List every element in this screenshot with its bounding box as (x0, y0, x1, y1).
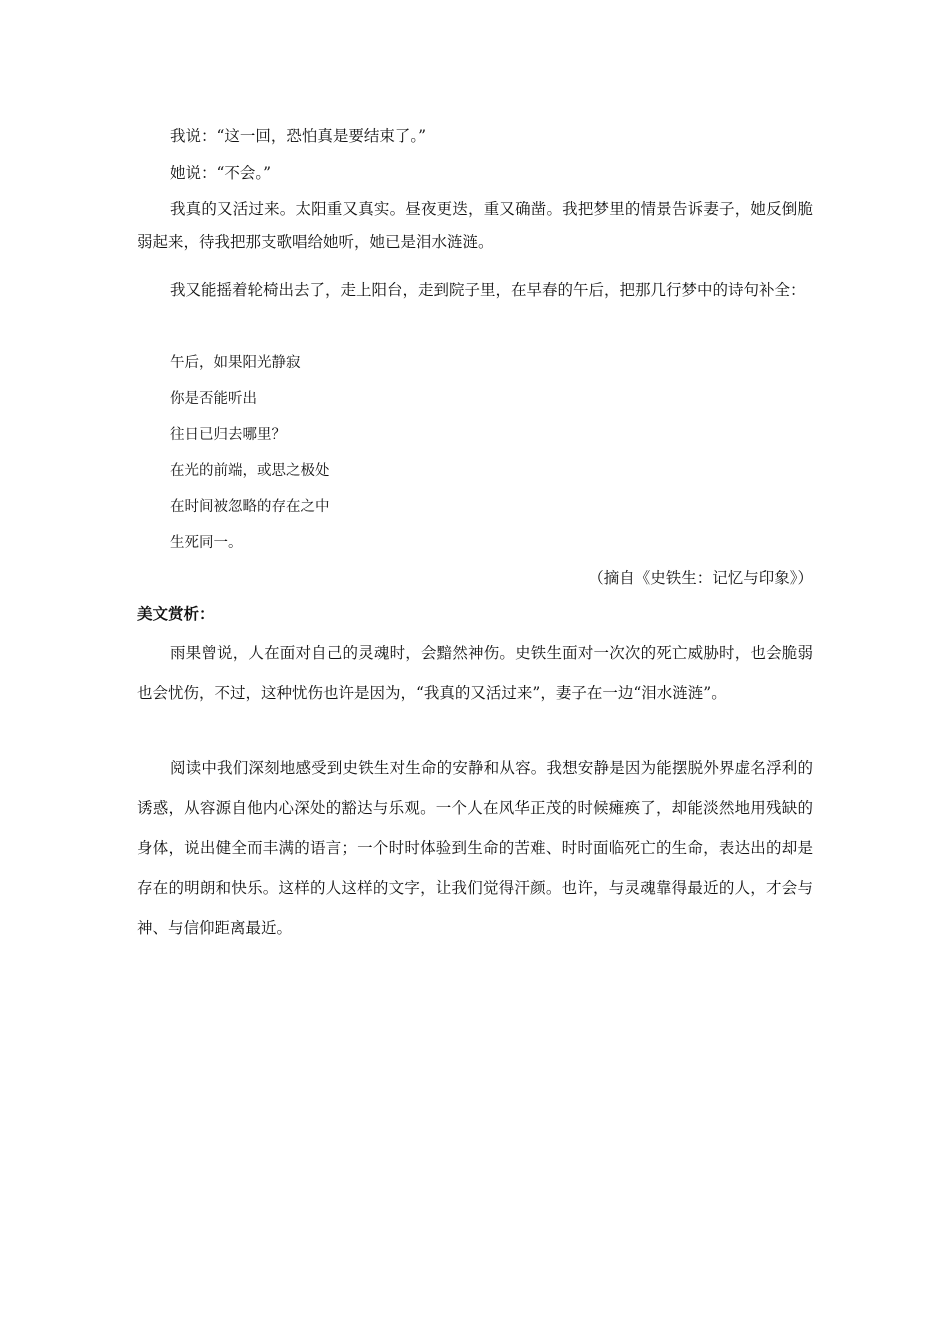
story-paragraph: 我真的又活过来。太阳重又真实。昼夜更迭，重又确凿。我把梦里的情景告诉妻子，她反倒脆弱起来，待我把那支歌唱给她听，她已是泪水涟涟。 (137, 200, 813, 251)
poem-line: 在光的前端，或思之极处 (170, 463, 330, 479)
section-heading: 美文赏析： (137, 605, 215, 623)
poem-line: 往日已归去哪里？ (170, 427, 286, 443)
dialogue-line: 她说：“不会。” (170, 164, 272, 182)
poem-line: 你是否能听出 (170, 391, 257, 407)
poem-line: 生死同一。 (170, 535, 243, 551)
appreciation-paragraph: 阅读中我们深刻地感受到史铁生对生命的安静和从容。我想安静是因为能摆脱外界虚名浮利的诱惑，从容源自他内心深处的豁达与乐观。一个人在风华正茂的时候瘫痪了，却能淡然地用残缺的身体，说出健全而丰满的语言；一个时时体验到生命的苦难、时时面临死亡的生命，表达出的却是存在的明朗和快乐。这样的人这样的文字，让我们觉得汗颜。也许，与灵魂靠得最近的人，才会与神、与信仰距离最近。 (137, 759, 813, 937)
source-attribution: （摘自《史铁生：记忆与印象》） (588, 569, 813, 587)
poem-line: 在时间被忽略的存在之中 (170, 499, 330, 515)
poem-line: 午后，如果阳光静寂 (170, 355, 301, 371)
dialogue-line: 我说：“这一回，恐怕真是要结束了。” (170, 127, 427, 145)
story-paragraph: 我又能摇着轮椅出去了，走上阳台，走到院子里，在早春的午后，把那几行梦中的诗句补全： (170, 281, 806, 299)
appreciation-paragraph: 雨果曾说，人在面对自己的灵魂时，会黯然神伤。史铁生面对一次次的死亡威胁时，也会脆弱也会忧伤，不过，这种忧伤也许是因为，“我真的又活过来”，妻子在一边“泪水涟涟”。 (137, 644, 813, 702)
